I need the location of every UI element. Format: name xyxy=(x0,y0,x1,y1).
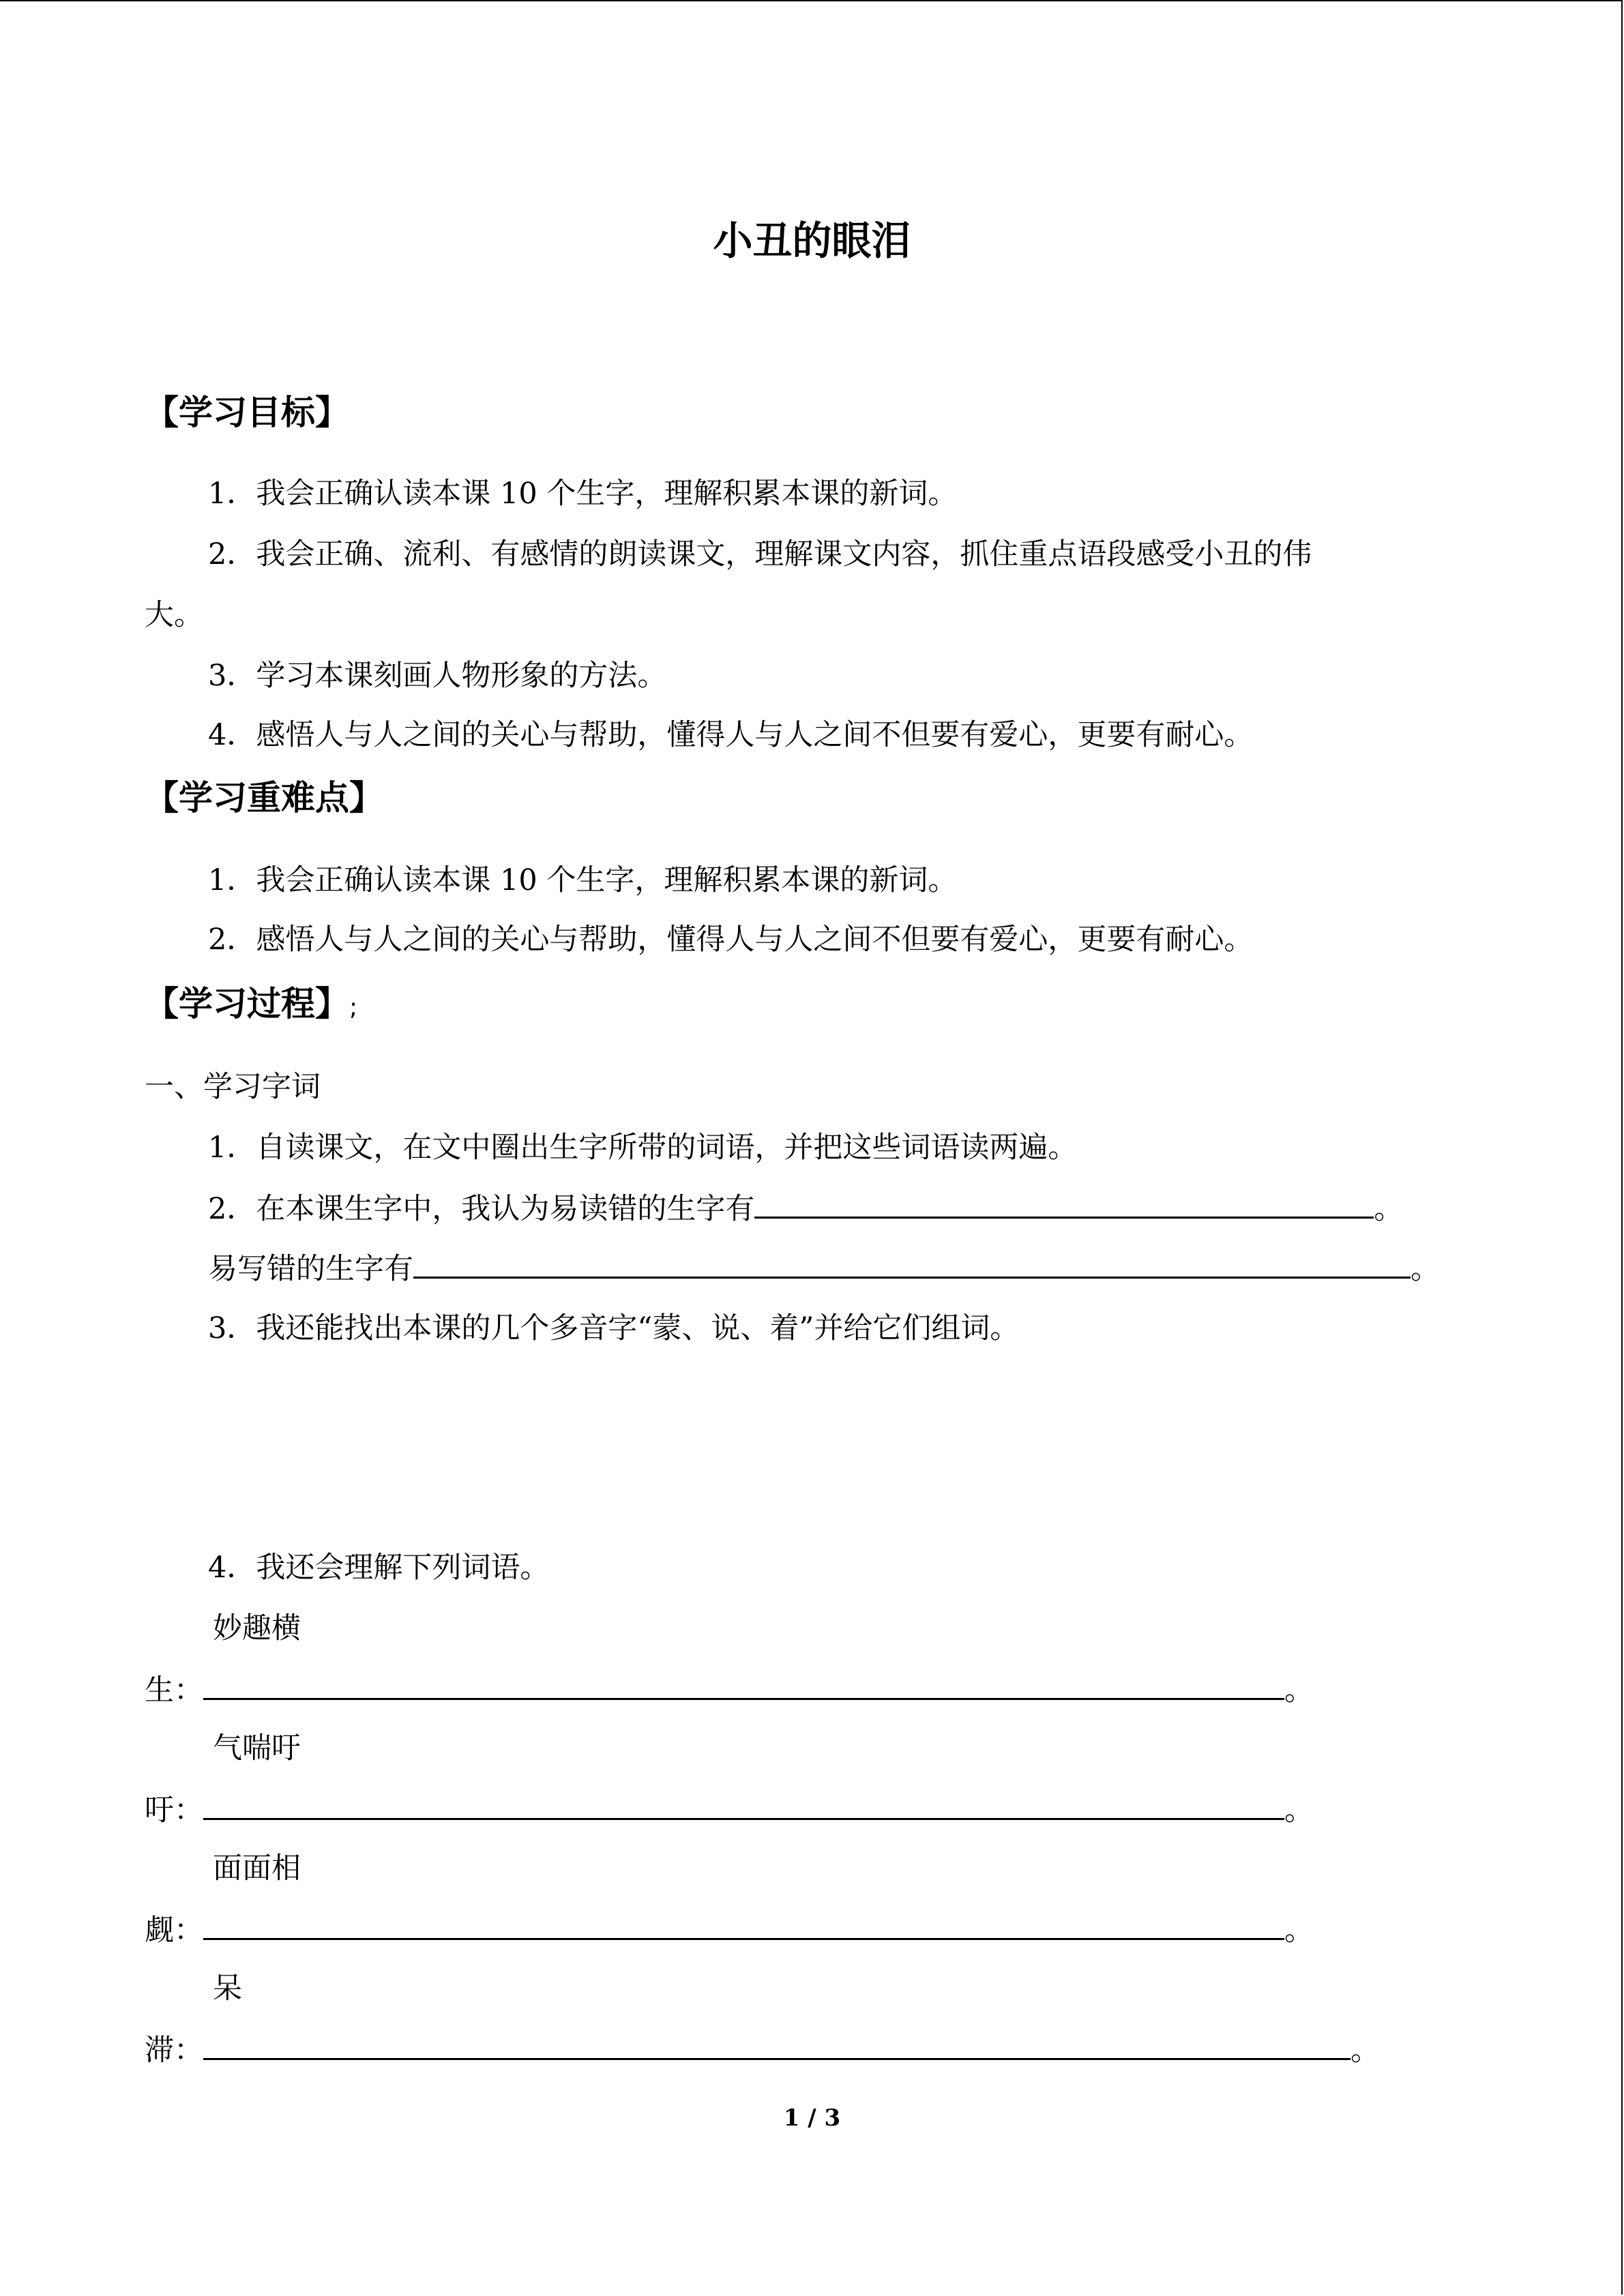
term-4-last: 滞： xyxy=(145,2033,203,2068)
key-point-item-2: 2．感悟人与人之间的关心与帮助，懂得人与人之间不但要有爱心，更要有耐心。 xyxy=(208,923,1254,957)
period: 。 xyxy=(1284,1793,1314,1828)
question-1: 1．自读课文，在文中圈出生字所带的词语，并把这些词语读两遍。 xyxy=(208,1131,1078,1165)
objective-item-4: 4．感悟人与人之间的关心与帮助，懂得人与人之间不但要有爱心，更要有耐心。 xyxy=(208,718,1254,752)
question-4: 4．我还会理解下列词语。 xyxy=(208,1551,550,1585)
objective-item-1: 1．我会正确认读本课 10 个生字，理解积累本课的新词。 xyxy=(208,477,958,511)
term-1-answer-blank[interactable] xyxy=(203,1671,1284,1700)
period: 。 xyxy=(1374,1192,1404,1226)
page-title: 小丑的眼泪 xyxy=(713,218,911,264)
answer-blank-miswritten[interactable] xyxy=(413,1249,1411,1279)
term-2-last: 吁： xyxy=(145,1793,203,1828)
term-1-line xyxy=(145,1671,1314,1709)
key-points-heading: 【学习重难点】 xyxy=(145,778,383,818)
term-3-first: 面面相 xyxy=(213,1851,301,1885)
key-point-item-1: 1．我会正确认读本课 10 个生字，理解积累本课的新词。 xyxy=(208,863,958,897)
part1-title: 一、学习字词 xyxy=(145,1070,321,1104)
objective-item-2: 2．我会正确、流利、有感情的朗读课文，理解课文内容，抓住重点语段感受小丑的伟 xyxy=(208,537,1312,571)
term-1-last: 生： xyxy=(145,1673,203,1708)
page-number: 1 / 3 xyxy=(783,2104,841,2132)
term-2-line xyxy=(145,1791,1314,1829)
term-2-answer-blank[interactable] xyxy=(203,1791,1284,1820)
term-3-line xyxy=(145,1911,1314,1949)
term-3-last: 觑： xyxy=(145,1913,203,1948)
process-heading-text: 【学习过程】 xyxy=(145,984,349,1024)
term-4-line xyxy=(145,2031,1380,2069)
question-2-line-2-text: 易写错的生字有 xyxy=(208,1252,413,1286)
period: 。 xyxy=(1411,1252,1440,1286)
objective-item-2-continued: 大。 xyxy=(145,598,203,632)
process-heading xyxy=(145,983,357,1028)
term-1-first: 妙趣横 xyxy=(213,1611,301,1645)
term-4-answer-blank[interactable] xyxy=(203,2031,1350,2060)
period: 。 xyxy=(1284,1673,1314,1708)
answer-blank-misread[interactable] xyxy=(754,1189,1374,1219)
term-4-first: 呆 xyxy=(213,1971,242,2006)
period: 。 xyxy=(1284,1913,1314,1948)
period: 。 xyxy=(1350,2033,1380,2068)
question-2-line-2 xyxy=(208,1249,1440,1287)
objective-item-3: 3．学习本课刻画人物形象的方法。 xyxy=(208,659,667,693)
question-2 xyxy=(208,1189,1403,1227)
objectives-heading: 【学习目标】 xyxy=(145,393,349,432)
process-heading-suffix: ; xyxy=(349,994,358,1022)
question-2-text: 2．在本课生字中，我认为易读错的生字有 xyxy=(208,1192,755,1226)
question-3: 3．我还能找出本课的几个多音字“蒙、说、着”并给它们组词。 xyxy=(208,1311,1020,1345)
term-3-answer-blank[interactable] xyxy=(203,1911,1284,1940)
term-2-first: 气喘吁 xyxy=(213,1731,301,1765)
